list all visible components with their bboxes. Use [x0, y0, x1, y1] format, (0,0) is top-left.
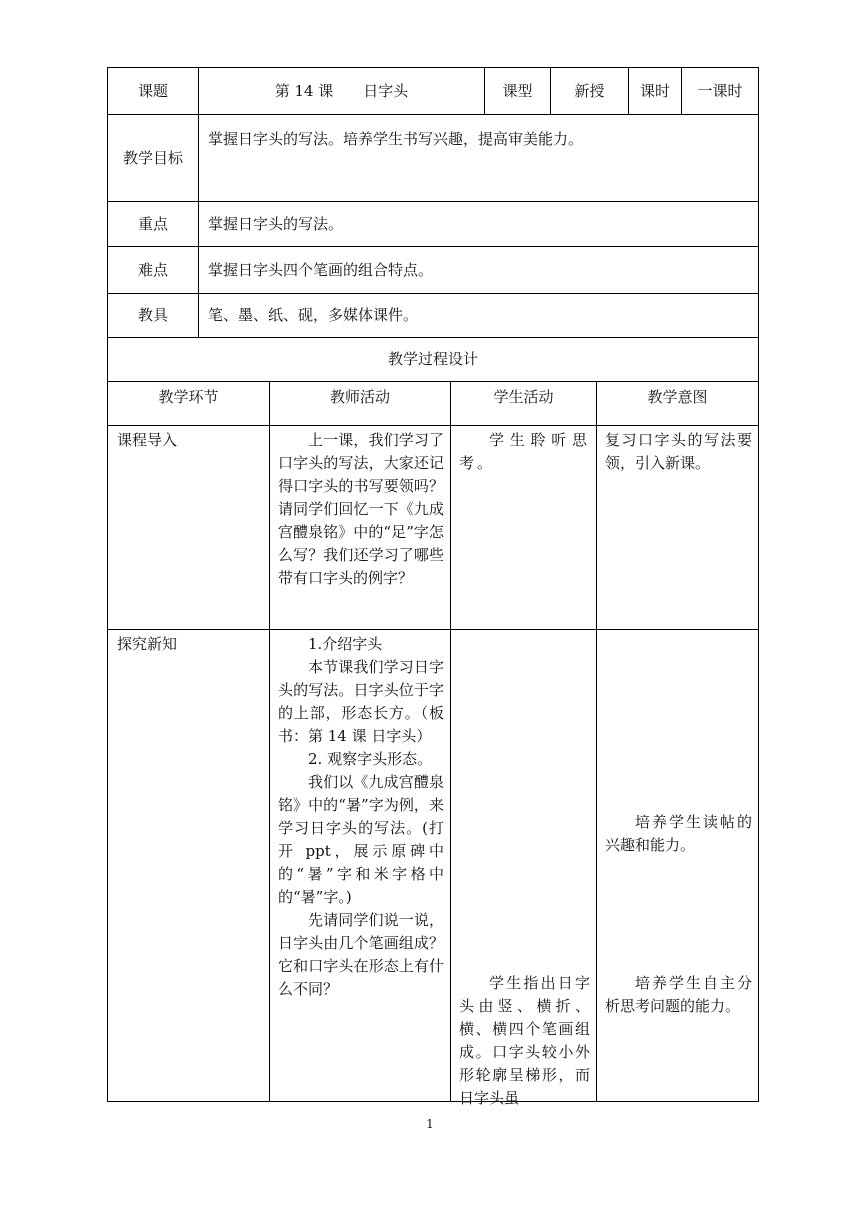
tools-label: 教具 — [108, 294, 199, 338]
difficulty-row — [108, 247, 759, 294]
teacher-step-2-question: 先请同学们说一说，日字头由几个笔画组成？它和口字头在形态上有什么不同？ — [278, 911, 444, 998]
tools-value: 笔、墨、纸、砚，多媒体课件。 — [199, 294, 759, 338]
intent-explore-2: 培养学生自主分析思考问题的能力。 — [605, 974, 753, 1015]
hours-value: 一课时 — [682, 68, 759, 115]
page-number: 1 — [426, 1117, 434, 1131]
column-header-student: 学生活动 — [451, 382, 597, 426]
process-row-intro — [108, 426, 759, 630]
key-point-label: 重点 — [108, 202, 199, 247]
teacher-step-1-text: 本节课我们学习日字头的写法。日字头位于字的上部，形态长方。（板书：第 14 课 日字头） — [278, 658, 444, 745]
teacher-step-2-heading: 2. 观察字头形态。 — [308, 750, 433, 768]
stage-intro: 课程导入 — [117, 431, 178, 449]
objective-row — [108, 115, 759, 202]
process-title: 教学过程设计 — [108, 338, 759, 382]
objective-label: 教学目标 — [108, 115, 199, 202]
student-activity-explore: 学生指出日字头由竖、横折、横、横四个笔画组成。口字头较小外形轮廓呈梯形，而日字头虽 — [459, 974, 590, 1107]
process-row-explore — [108, 630, 759, 1102]
student-activity-intro: 学生聆听思考。 — [459, 431, 590, 472]
intent-intro: 复习口字头的写法要领，引入新课。 — [605, 431, 753, 472]
teacher-step-1-heading: 1.介绍字头 — [308, 635, 383, 653]
teacher-activity-intro: 上一课，我们学习了口字头的写法，大家还记得口字头的书写要领吗？请同学们回忆一下《九成宫醴泉铭》中的“足”字怎么写？我们还学习了哪些带有口字头的例字？ — [278, 431, 444, 587]
teacher-step-2-text: 我们以《九成宫醴泉铭》中的“暑”字为例，来学习日字头的写法。(打开 ppt，展示原碑中的“暑”字和米字格中的“暑”字。) — [278, 773, 444, 906]
objective-value: 掌握日字头的写法。培养学生书写兴趣，提高审美能力。 — [208, 130, 584, 148]
difficulty-value: 掌握日字头四个笔画的组合特点。 — [199, 247, 759, 294]
column-header-stage: 教学环节 — [108, 382, 270, 426]
tools-row — [108, 294, 759, 338]
key-point-value: 掌握日字头的写法。 — [199, 202, 759, 247]
difficulty-label: 难点 — [108, 247, 199, 294]
header-row — [108, 68, 759, 115]
hours-label: 课时 — [629, 68, 682, 115]
topic-label: 课题 — [108, 68, 199, 115]
key-point-row — [108, 202, 759, 247]
process-table — [107, 337, 759, 1107]
type-label: 课型 — [485, 68, 551, 115]
process-title-row — [108, 338, 759, 382]
stage-explore: 探究新知 — [117, 635, 178, 653]
topic-value: 第 14 课 日字头 — [199, 68, 485, 115]
column-header-teacher: 教师活动 — [270, 382, 451, 426]
type-value: 新授 — [551, 68, 629, 115]
lesson-info-table — [107, 67, 759, 338]
column-header-row — [108, 382, 759, 426]
intent-explore-1: 培养学生读帖的兴趣和能力。 — [605, 813, 753, 854]
column-header-intent: 教学意图 — [597, 382, 759, 426]
